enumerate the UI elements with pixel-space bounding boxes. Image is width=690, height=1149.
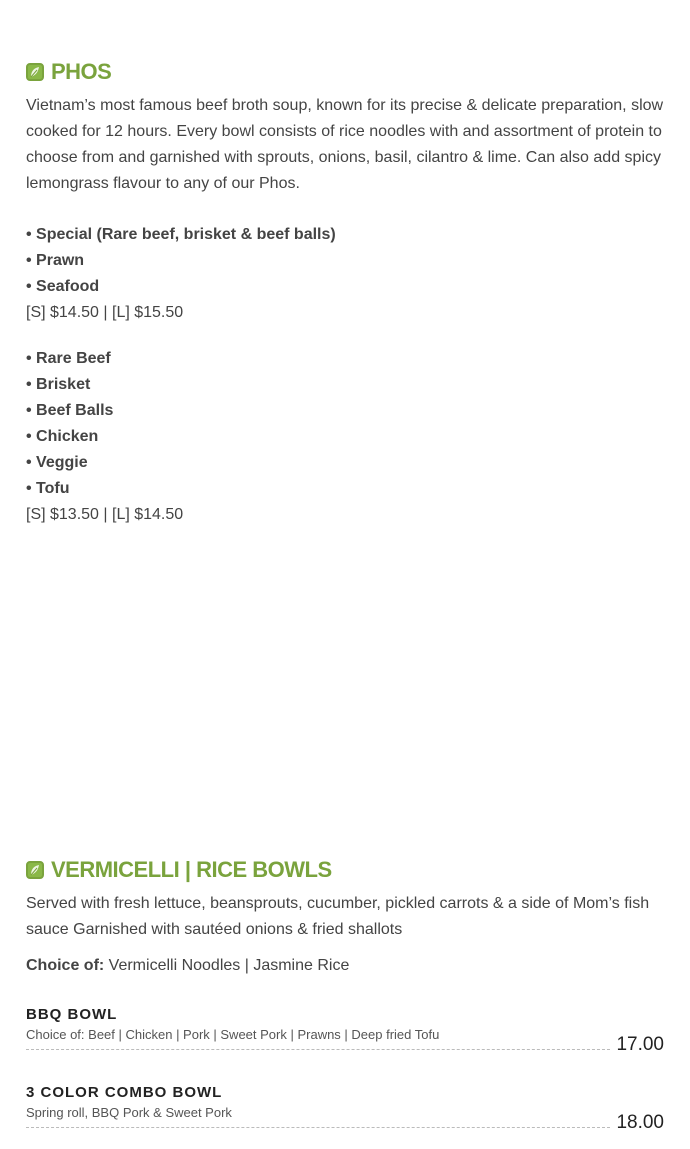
item-name: 3 COLOR COMBO BOWL [26,1084,223,1101]
menu-item [26,1084,664,1133]
list-item: • Prawn [26,252,85,269]
item-price: 17.00 [616,1034,664,1055]
menu-item [26,1006,664,1055]
section-description: Vietnam’s most famous beef broth soup, known for its precise & delicate preparation, slow cooked for 12 hours. Every bowl consists of rice noodles with and assortment of protein to choose from and garnished with sprouts, onions, basil, cilantro & lime. Can also add spicy lemongrass flavour to any of our Phos. [26,97,664,192]
list-item: • Tofu [26,480,70,497]
list-item: • Special (Rare beef, brisket & beef balls) [26,226,336,243]
list-item: • Beef Balls [26,402,114,419]
phos-section [26,58,664,528]
choice-label: Choice of: [26,957,105,974]
dotted-leader [26,1127,610,1128]
phos-group1-list [26,222,664,300]
item-description: Choice of: Beef | Chicken | Pork | Sweet Pork | Prawns | Deep fried Tofu [26,1027,440,1042]
list-item: • Chicken [26,428,99,445]
list-item: • Veggie [26,454,88,471]
vermicelli-section [26,856,664,979]
section-title: PHOS [51,59,112,84]
choice-value: Vermicelli Noodles | Jasmine Rice [104,957,350,974]
list-item: • Brisket [26,376,91,393]
phos-group2-list [26,346,664,502]
group-price: [S] $13.50 | [L] $14.50 [26,506,184,523]
list-item: • Seafood [26,278,100,295]
item-description: Spring roll, BBQ Pork & Sweet Pork [26,1105,232,1120]
list-item: • Rare Beef [26,350,111,367]
leaf-icon [26,63,44,81]
item-name: BBQ BOWL [26,1006,118,1023]
item-price: 18.00 [616,1112,664,1133]
section-description: Served with fresh lettuce, beansprouts, cucumber, pickled carrots & a side of Mom’s fish sauce Garnished with sautéed onions & fried shallots [26,895,650,938]
vermicelli-header [26,856,664,884]
leaf-icon [26,861,44,879]
group-price: [S] $14.50 | [L] $15.50 [26,304,184,321]
dotted-leader [26,1049,610,1050]
phos-header [26,58,664,86]
section-title: VERMICELLI | RICE BOWLS [51,857,332,882]
choice-line [26,953,664,979]
